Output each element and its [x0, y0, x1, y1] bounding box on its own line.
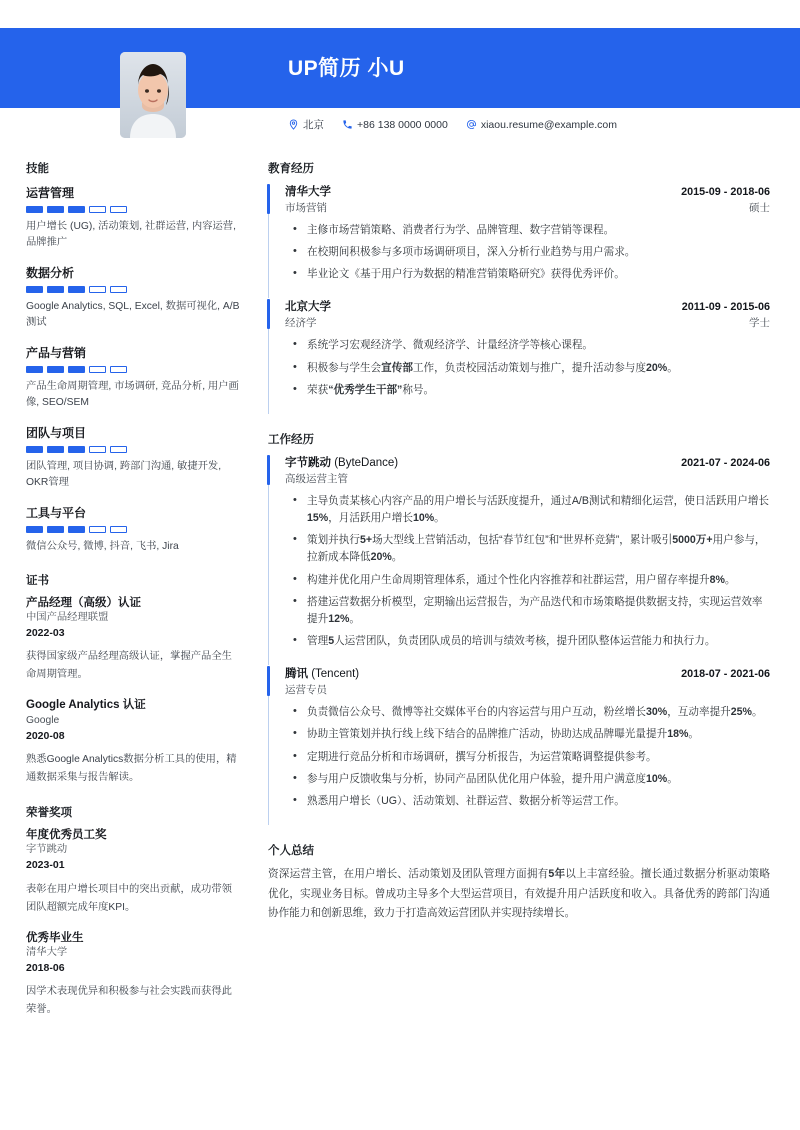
- education-item-bullet: • 系统学习宏观经济学、微观经济学、计量经济学等核心课程。: [307, 337, 770, 354]
- certificate-entry: [26, 596, 240, 685]
- certificate-entry-description: 熟悉Google Analytics数据分析工具的使用，精通数据采集与报告解读。: [26, 753, 237, 783]
- skill-level-segment: [89, 526, 106, 533]
- work-item-role: 高级运营主管: [285, 472, 348, 485]
- skill-level-segment: [47, 526, 64, 533]
- skill-name: 运营管理: [26, 186, 75, 200]
- work-item-bullet: • 负责微信公众号、微博等社交媒体平台的内容运营与用户互动，粉丝增长30%，互动率提升25%。: [307, 704, 770, 721]
- skill-name: 数据分析: [26, 265, 75, 280]
- education-item-bullet: • 积极参与学生会宣传部工作，负责校园活动策划与推广，提升活动参与度20%。: [307, 360, 770, 377]
- skill-level-segment: [110, 526, 127, 533]
- education-item-subheader: [285, 200, 770, 215]
- education-item: [268, 298, 770, 413]
- skill-level-bars: [26, 526, 240, 533]
- skill-level-segment: [68, 286, 85, 293]
- skill-level-segment: [47, 446, 64, 453]
- summary-section-title: 个人总结: [268, 844, 314, 857]
- education-item-bullet: • 毕业论文《基于用户行为数据的精准营销策略研究》获得优秀评价。: [307, 266, 770, 283]
- skill-level-segment: [110, 446, 127, 453]
- work-item-bullet: • 管理5人运营团队，负责团队成员的培训与绩效考核，提升团队整体运营能力和执行力。: [307, 633, 770, 650]
- certificate-entry-title: 产品经理（高级）认证: [26, 596, 141, 609]
- education-item-header: [285, 183, 770, 199]
- phone-icon: [342, 119, 353, 130]
- skill-item: [26, 264, 240, 331]
- skill-level-segment: [26, 286, 43, 293]
- skill-level-segment: [47, 366, 64, 373]
- education-section: [268, 160, 770, 414]
- work-item: [268, 454, 770, 665]
- work-item-role: 运营专员: [285, 684, 327, 697]
- skill-level-segment: [26, 446, 43, 453]
- certificates-section: [26, 572, 240, 787]
- skill-description: 微信公众号, 微博, 抖音, 飞书, Jira: [26, 540, 179, 552]
- work-item-bullets: [285, 493, 770, 650]
- skill-level-bars: [26, 206, 240, 213]
- certificate-entry: [26, 698, 240, 787]
- contact-email[interactable]: [466, 119, 617, 131]
- skill-level-segment: [89, 206, 106, 213]
- certificates-section-title: 证书: [26, 574, 49, 587]
- contact-email-text: xiaou.resume@example.com: [480, 118, 617, 131]
- education-item-degree: 硕士: [749, 202, 770, 214]
- work-item-bullet: • 定期进行竞品分析和市场调研，撰写分析报告，为运营策略调整提供参考。: [307, 749, 770, 766]
- education-item-bullet: • 主修市场营销策略、消费者行为学、品牌管理、数字营销等课程。: [307, 222, 770, 239]
- contact-phone[interactable]: [342, 119, 448, 131]
- award-entry-issuer: 清华大学: [26, 947, 68, 959]
- contact-row: [288, 117, 617, 132]
- education-item-organization: 清华大学: [285, 186, 331, 198]
- avatar: [120, 52, 186, 138]
- education-item-bullets: [285, 222, 770, 283]
- skill-level-segment: [26, 366, 43, 373]
- certificate-entry-issuer: 中国产品经理联盟: [26, 612, 109, 624]
- skill-level-segment: [89, 366, 106, 373]
- work-item-subheader: [285, 471, 770, 486]
- work-item-bullet: • 构建并优化用户生命周期管理体系，通过个性化内容推荐和社群运营，用户留存率提升8%。: [307, 572, 770, 589]
- skill-level-segment: [110, 206, 127, 213]
- work-item-bullets: [285, 704, 770, 810]
- resume-body: [0, 160, 800, 1036]
- skill-level-segment: [68, 206, 85, 213]
- education-item-date: 2015-09 - 2018-06: [681, 186, 770, 198]
- certificate-entry-issuer: Google: [26, 714, 60, 726]
- contact-location: [288, 117, 324, 132]
- skill-level-segment: [68, 526, 85, 533]
- education-item-bullets: [285, 337, 770, 398]
- work-item-header: [285, 454, 770, 470]
- skill-description: Google Analytics, SQL, Excel, 数据可视化, A/B测试: [26, 300, 240, 328]
- work-item-date: 2021-07 - 2024-06: [681, 456, 770, 469]
- work-section: [268, 431, 770, 825]
- certificate-entry-date: 2022-03: [26, 627, 65, 640]
- work-item: [268, 665, 770, 825]
- education-item: [268, 183, 770, 298]
- skills-section-title: 技能: [26, 163, 49, 175]
- award-entry: [26, 931, 240, 1020]
- award-entry-description: 因学术表现优异和积极参与社会实践而获得此荣誉。: [26, 986, 232, 1016]
- main-content: [262, 160, 800, 941]
- summary-section: [268, 842, 770, 924]
- award-entry-issuer: 字节跳动: [26, 844, 68, 856]
- contact-phone-text: +86 138 0000 0000: [357, 118, 448, 131]
- certificate-entry-date: 2020-08: [26, 729, 65, 742]
- skill-level-segment: [26, 526, 43, 533]
- award-entry: [26, 828, 240, 917]
- education-item-role: 市场营销: [285, 202, 327, 214]
- skill-item: [26, 424, 240, 491]
- education-section-title: 教育经历: [268, 163, 314, 175]
- education-item-degree: 学士: [749, 317, 770, 330]
- award-entry-date: 2023-01: [26, 859, 65, 872]
- certificate-entry-title: Google Analytics 认证: [26, 699, 146, 712]
- work-section-title: 工作经历: [268, 433, 314, 446]
- sidebar: [0, 160, 262, 1036]
- skill-name: 团队与项目: [26, 425, 87, 440]
- certificate-entry-description: 获得国家级产品经理高级认证，掌握产品全生命周期管理。: [26, 651, 232, 681]
- skill-level-bars: [26, 286, 240, 293]
- work-item-organization: 腾讯 (Tencent): [285, 668, 360, 681]
- work-item-bullet: • 参与用户反馈收集与分析，协同产品团队优化用户体验，提升用户满意度10%。: [307, 771, 770, 788]
- skill-item: [26, 344, 240, 411]
- summary-text: 资深运营主管，在用户增长、活动策划及团队管理方面拥有5年以上丰富经验。擅长通过数据分析驱动策略优化，实现业务目标。曾成功主导多个大型运营项目，有效提升用户活跃度和收入。具备优秀的跨部门沟通协作能力和创新思维，致力于打造高效运营团队并实现持续增长。: [268, 867, 770, 920]
- work-item-bullet: • 协助主管策划并执行线上线下结合的品牌推广活动，协助达成品牌曝光量提升18%。: [307, 726, 770, 743]
- award-entry-date: 2018-06: [26, 962, 65, 975]
- skill-level-segment: [89, 286, 106, 293]
- location-pin-icon: [288, 119, 299, 130]
- award-entry-description: 表彰在用户增长项目中的突出贡献，成功带领团队超额完成年度KPI。: [26, 883, 232, 913]
- email-at-icon: [466, 119, 477, 130]
- work-item-header: [285, 665, 770, 681]
- skill-level-segment: [110, 366, 127, 373]
- skill-item: [26, 504, 240, 555]
- education-item-role: 经济学: [285, 317, 317, 330]
- contact-location-text: 北京: [303, 119, 324, 131]
- education-item-bullet: • 在校期间积极参与多项市场调研项目，深入分析行业趋势与用户需求。: [307, 244, 770, 261]
- skill-level-segment: [47, 286, 64, 293]
- skill-level-segment: [68, 366, 85, 373]
- skill-level-segment: [68, 446, 85, 453]
- skill-level-bars: [26, 446, 240, 453]
- skill-description: 用户增长 (UG), 活动策划, 社群运营, 内容运营, 品牌推广: [26, 221, 236, 248]
- skills-section: [26, 160, 240, 555]
- award-entry-title: 年度优秀员工奖: [26, 828, 107, 841]
- work-item-bullet: • 搭建运营数据分析模型，定期输出运营报告，为产品迭代和市场策略提供数据支持，实现运营效率提升12%。: [307, 594, 770, 628]
- work-item-bullet: • 主导负责某核心内容产品的用户增长与活跃度提升，通过A/B测试和精细化运营，使日活跃用户增长15%，月活跃用户增长10%。: [307, 493, 770, 527]
- skill-description: 产品生命周期管理, 市场调研, 竞品分析, 用户画像, SEO/SEM: [26, 380, 239, 408]
- skill-name: 产品与营销: [26, 345, 87, 360]
- skill-level-segment: [47, 206, 64, 213]
- skill-description: 团队管理, 项目协调, 跨部门沟通, 敏捷开发, OKR管理: [26, 460, 222, 488]
- skill-level-segment: [110, 286, 127, 293]
- skill-name: 工具与平台: [26, 505, 87, 520]
- work-item-organization: 字节跳动 (ByteDance): [285, 456, 399, 469]
- education-item-subheader: [285, 315, 770, 330]
- page-title: UP简历 小U: [288, 57, 405, 80]
- education-item-organization: 北京大学: [285, 301, 331, 314]
- skill-level-segment: [89, 446, 106, 453]
- work-item-date: 2018-07 - 2021-06: [681, 668, 770, 681]
- award-entry-title: 优秀毕业生: [26, 931, 84, 944]
- work-item-bullet: • 策划并执行5+场大型线上营销活动，包括“春节红包”和“世界杯竞猜”，累计吸引5000万+用户参与，拉新成本降低20%。: [307, 532, 770, 566]
- work-item-subheader: [285, 682, 770, 697]
- skill-level-bars: [26, 366, 240, 373]
- education-item-bullet: • 荣获“优秀学生干部”称号。: [307, 382, 770, 399]
- awards-section: [26, 804, 240, 1019]
- work-item-bullet: • 熟悉用户增长（UG）、活动策划、社群运营、数据分析等运营工作。: [307, 793, 770, 810]
- skill-item: [26, 184, 240, 251]
- education-item-date: 2011-09 - 2015-06: [681, 301, 770, 314]
- skill-level-segment: [26, 206, 43, 213]
- education-item-header: [285, 298, 770, 314]
- awards-section-title: 荣誉奖项: [26, 806, 72, 819]
